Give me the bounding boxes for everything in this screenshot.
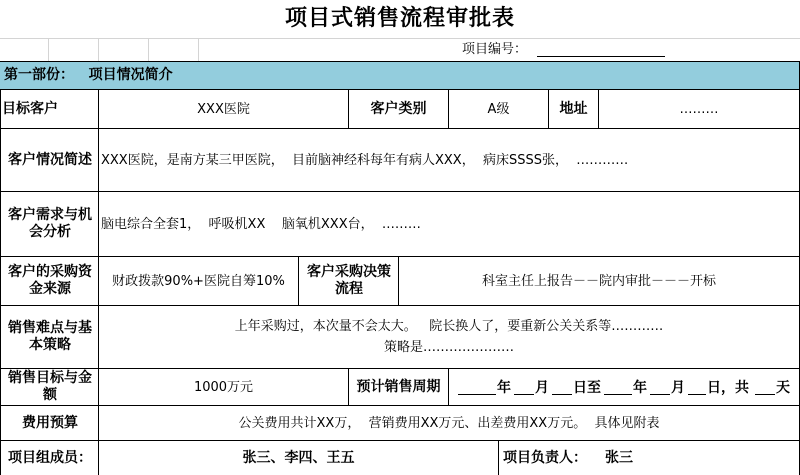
table-border xyxy=(298,256,299,305)
blank-month-start[interactable] xyxy=(514,394,534,395)
grid-line xyxy=(98,38,99,61)
table-border xyxy=(498,440,499,475)
budget-value[interactable]: 公关费用共计XX万， 营销费用XX万元、出差费用XX万元。 具体见附表 xyxy=(238,415,660,431)
blank-year-end[interactable] xyxy=(604,394,632,395)
team-members-value[interactable]: 张三、李四、王五 xyxy=(242,449,355,466)
table-border xyxy=(348,368,349,405)
sales-goal-value[interactable]: 1000万元 xyxy=(193,379,254,395)
strategy-line-1[interactable]: 上年采购过，本次量不会太大。 院长换人了，要重新公关关系等………… xyxy=(234,318,664,334)
target-customer-label: 目标客户 xyxy=(2,100,58,117)
table-border xyxy=(0,305,800,306)
address-value[interactable]: ……… xyxy=(679,101,719,117)
table-border xyxy=(0,61,800,62)
period-day-to-label: 日至 xyxy=(573,380,601,396)
decision-process-label: 客户采购决策流程 xyxy=(307,264,391,297)
period-month-label: 月 xyxy=(535,380,549,396)
funding-source-value[interactable]: 财政拨款90%+医院自筹10% xyxy=(112,273,285,289)
blank-day-end[interactable] xyxy=(688,394,706,395)
needs-analysis-label: 客户需求与机会分析 xyxy=(8,207,92,240)
section-one-title: 第一部份： 项目情况简介 xyxy=(4,66,173,83)
strategy-label: 销售难点与基本策略 xyxy=(8,320,92,353)
address-label: 地址 xyxy=(559,100,588,117)
grid-line xyxy=(198,38,199,61)
project-owner-label: 项目负责人： xyxy=(503,449,587,466)
period-days-label: 天 xyxy=(776,380,790,396)
blank-day-start[interactable] xyxy=(552,394,572,395)
period-day2-label: 日，共 xyxy=(707,380,749,396)
customer-brief-value[interactable]: XXX医院，是南方某三甲医院， 目前脑神经科每年有病人XXX， 病床SSSS张， ………… xyxy=(101,152,629,168)
period-year-label: 年 xyxy=(497,380,511,396)
table-border xyxy=(0,89,1,475)
project-number-underline xyxy=(537,56,665,57)
period-month2-label: 月 xyxy=(671,380,685,396)
grid-line xyxy=(148,38,149,61)
needs-analysis-value[interactable]: 脑电综合全套1， 呼吸机XX 脑氧机XXX台， ……… xyxy=(101,216,421,232)
sales-goal-label: 销售目标与金额 xyxy=(8,370,92,403)
funding-source-label: 客户的采购资金来源 xyxy=(8,264,92,297)
project-number-label: 项目编号： xyxy=(462,42,528,57)
grid-line xyxy=(0,38,800,39)
sales-period-label: 预计销售周期 xyxy=(356,378,441,395)
form-title: 项目式销售流程审批表 xyxy=(284,6,515,31)
customer-type-value[interactable]: A级 xyxy=(487,101,510,117)
grid-line xyxy=(48,38,49,61)
blank-month-end[interactable] xyxy=(650,394,670,395)
customer-type-label: 客户类别 xyxy=(370,100,427,117)
target-customer-value[interactable]: XXX医院 xyxy=(197,101,250,117)
decision-process-value[interactable]: 科室主任上报告－－院内审批－－－开标 xyxy=(481,273,716,289)
budget-label: 费用预算 xyxy=(22,414,78,431)
customer-brief-label: 客户情况简述 xyxy=(8,151,92,168)
blank-year-start[interactable] xyxy=(458,394,496,395)
team-members-label: 项目组成员： xyxy=(8,449,92,466)
strategy-line-2[interactable]: 策略是………………… xyxy=(383,339,514,355)
project-owner-value[interactable]: 张三 xyxy=(605,449,633,466)
period-year2-label: 年 xyxy=(633,380,647,396)
table-border xyxy=(448,368,449,405)
blank-total-days[interactable] xyxy=(755,394,775,395)
